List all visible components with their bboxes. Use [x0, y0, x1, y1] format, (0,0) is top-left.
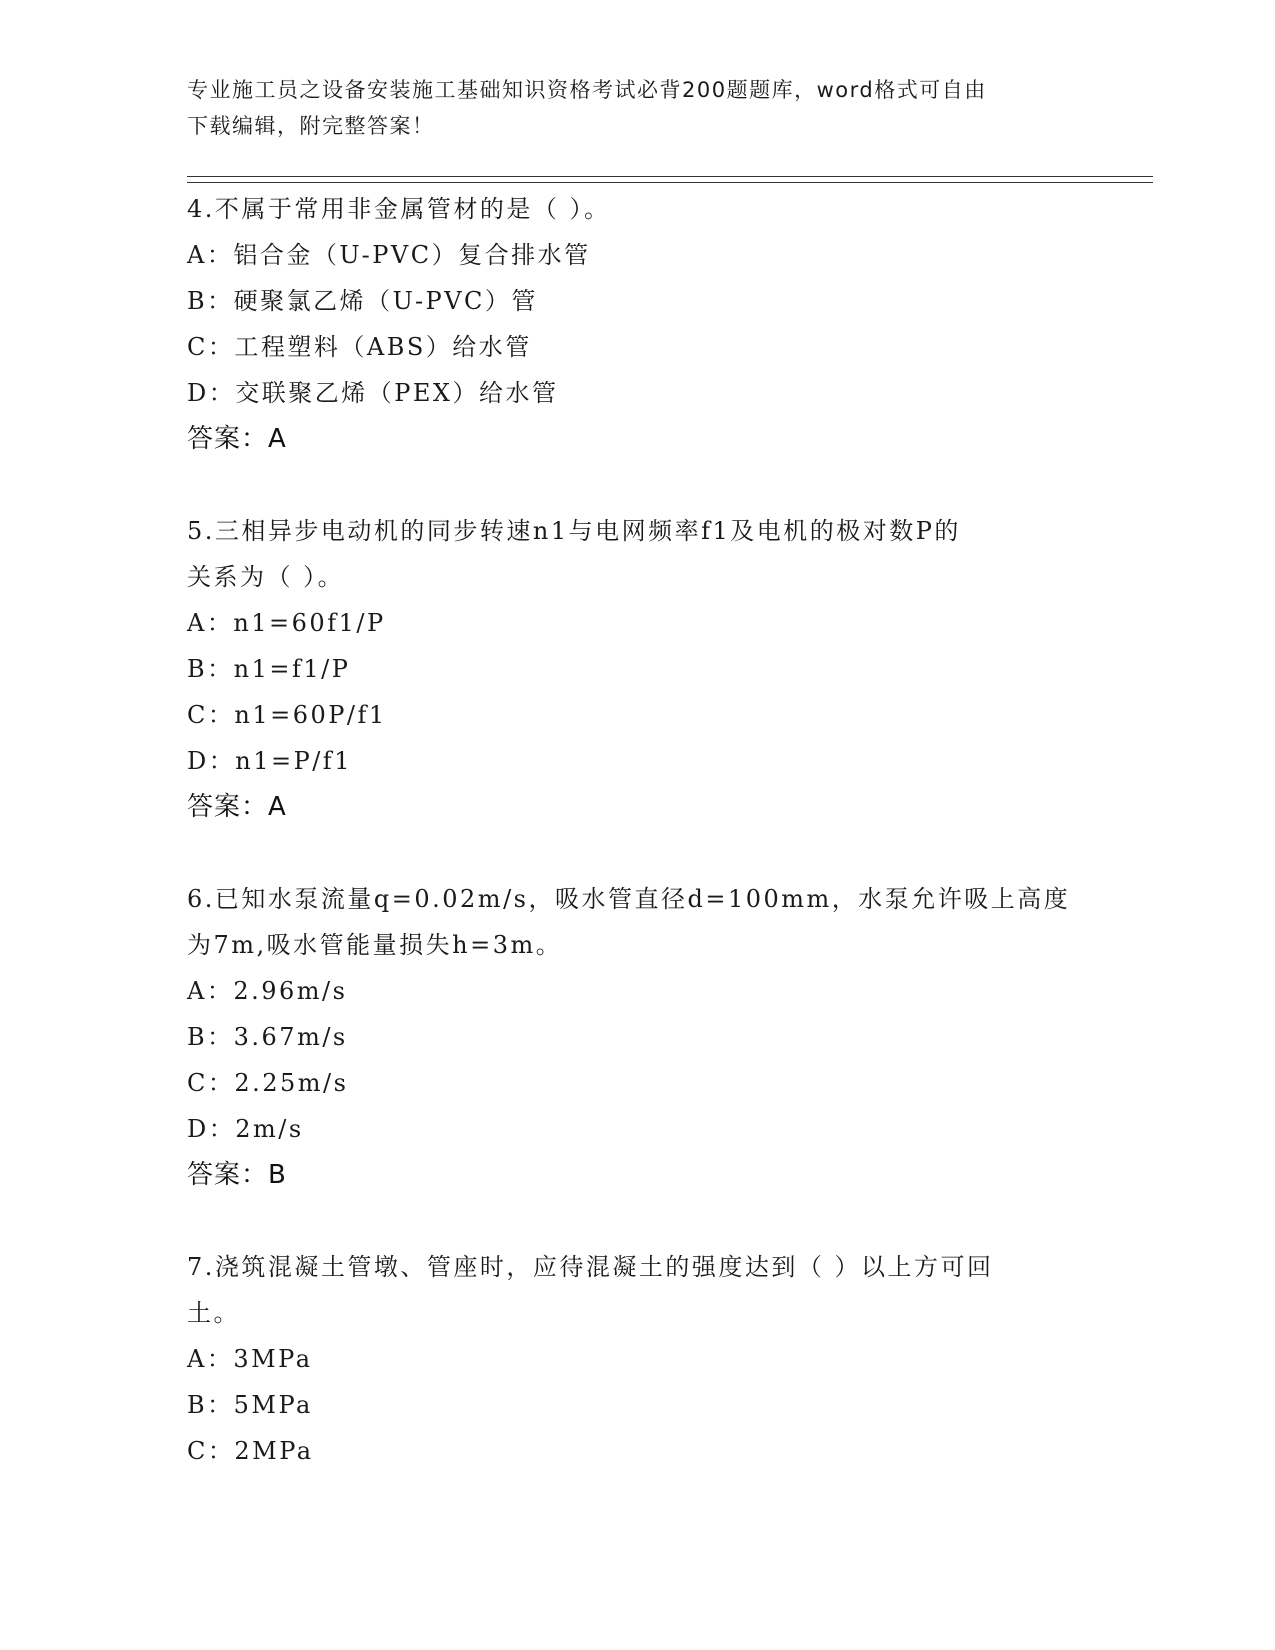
option-a: A：3MPa — [187, 1345, 313, 1373]
header-divider-top — [187, 176, 1153, 177]
question-stem-line-1: 5.三相异步电动机的同步转速n1与电网频率f1及电机的极对数P的 — [187, 517, 961, 545]
option-c: C：2.25m/s — [187, 1069, 349, 1097]
document-header — [187, 72, 1067, 144]
option-c: C：工程塑料（ABS）给水管 — [187, 333, 532, 361]
answer-label: 答案：B — [187, 1160, 287, 1190]
option-b: B：n1=f1/P — [187, 655, 351, 683]
question-5 — [187, 508, 1077, 830]
question-stem-line-2: 关系为（ ）。 — [187, 563, 345, 591]
answer-label: 答案：A — [187, 792, 287, 822]
option-a: A：铝合金（U-PVC）复合排水管 — [187, 241, 591, 269]
answer-label: 答案：A — [187, 424, 287, 454]
question-stem-line-2: 为7m,吸水管能量损失h=3m。 — [187, 931, 563, 959]
option-d: D：n1=P/f1 — [187, 747, 352, 775]
option-c: C：n1=60P/f1 — [187, 701, 387, 729]
option-a: A：2.96m/s — [187, 977, 348, 1005]
option-d: D：交联聚乙烯（PEX）给水管 — [187, 379, 559, 407]
question-stem-line-2: 土。 — [187, 1299, 240, 1327]
question-stem-line-1: 6.已知水泵流量q=0.02m/s，吸水管直径d=100mm，水泵允许吸上高度 — [187, 885, 1071, 913]
question-7 — [187, 1244, 1077, 1474]
option-d: D：2m/s — [187, 1115, 304, 1143]
option-b: B：硬聚氯乙烯（U-PVC）管 — [187, 287, 538, 315]
header-divider-bottom — [187, 182, 1153, 183]
option-c: C：2MPa — [187, 1437, 314, 1465]
option-a: A：n1=60f1/P — [187, 609, 386, 637]
question-4 — [187, 186, 1077, 462]
option-b: B：3.67m/s — [187, 1023, 348, 1051]
question-stem-line-1: 7.浇筑混凝土管墩、管座时，应待混凝土的强度达到（ ）以上方可回 — [187, 1253, 994, 1281]
question-stem: 4.不属于常用非金属管材的是（ ）。 — [187, 195, 611, 223]
header-line-1: 专业施工员之设备安装施工基础知识资格考试必背200题题库，word格式可自由 — [187, 78, 987, 102]
option-b: B：5MPa — [187, 1391, 313, 1419]
question-list — [187, 186, 1077, 1520]
header-line-2: 下载编辑，附完整答案！ — [187, 114, 435, 138]
question-6 — [187, 876, 1077, 1198]
